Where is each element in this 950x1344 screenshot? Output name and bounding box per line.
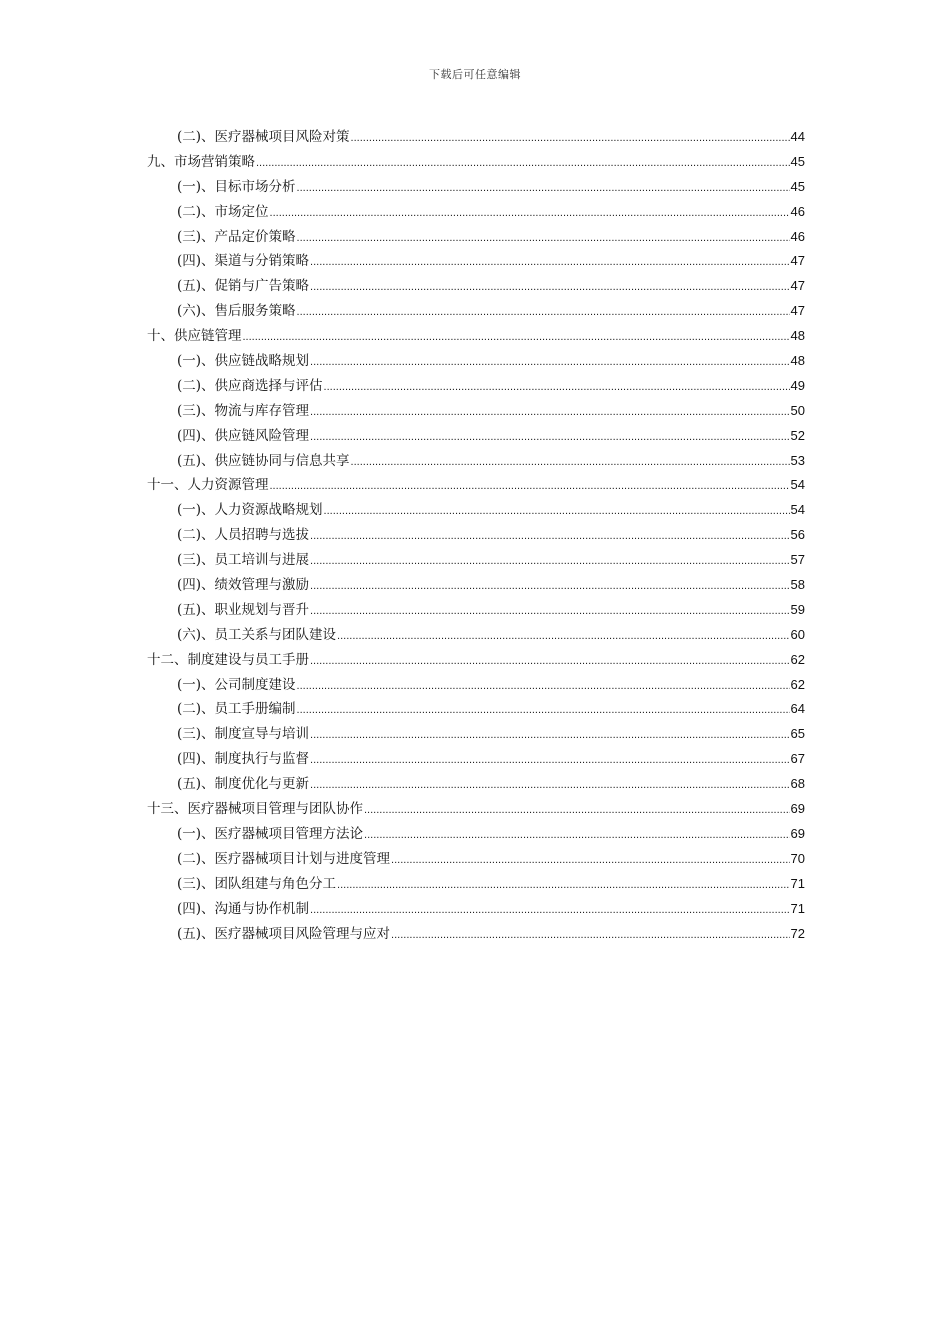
toc-section-entry[interactable] [147,897,805,922]
toc-section-entry[interactable] [147,722,805,747]
toc-dot-leader [310,898,789,923]
toc-entry-label: (二)、员工手册编制 [177,701,296,718]
toc-dot-leader [310,549,789,574]
toc-dot-leader [351,450,790,475]
toc-chapter-entry[interactable] [147,150,805,175]
toc-page-number: 60 [790,626,805,642]
toc-page-number: 52 [790,427,805,443]
toc-section-entry[interactable] [147,274,805,299]
toc-page-number: 48 [790,328,805,344]
toc-section-entry[interactable] [147,872,805,897]
toc-entry-label: (三)、产品定价策略 [177,228,296,245]
toc-section-entry[interactable] [147,424,805,449]
toc-page-number: 68 [790,776,805,792]
toc-dot-leader [391,848,789,873]
toc-section-entry[interactable] [147,200,805,225]
toc-section-entry[interactable] [147,225,805,250]
toc-entry-label: (三)、员工培训与进展 [177,552,310,569]
toc-page-number: 47 [790,253,805,269]
toc-section-entry[interactable] [147,349,805,374]
toc-entry-label: 九、市场营销策略 [147,153,255,170]
toc-entry-label: 十、供应链管理 [147,328,242,345]
toc-section-entry[interactable] [147,449,805,474]
toc-entry-label: 十一、人力资源管理 [147,477,269,494]
toc-page-number: 70 [790,850,805,866]
toc-entry-label: (一)、人力资源战略规划 [177,502,323,519]
toc-dot-leader [310,275,789,300]
toc-dot-leader [364,823,789,848]
toc-entry-label: (五)、供应链协同与信息共享 [177,452,350,469]
toc-dot-leader [310,649,790,674]
toc-page-number: 72 [790,925,805,941]
toc-entry-label: (三)、团队组建与角色分工 [177,875,337,892]
toc-page-number: 46 [790,203,805,219]
toc-section-entry[interactable] [147,922,805,947]
toc-section-entry[interactable] [147,598,805,623]
toc-page-number: 58 [790,577,805,593]
toc-page-number: 69 [790,801,805,817]
toc-dot-leader [270,474,790,499]
toc-entry-label: (四)、绩效管理与激励 [177,577,310,594]
toc-dot-leader [310,773,789,798]
toc-page-number: 71 [790,875,805,891]
toc-dot-leader [270,201,790,226]
toc-page-number: 49 [790,377,805,393]
toc-entry-label: (五)、制度优化与更新 [177,776,310,793]
toc-page-number: 59 [790,601,805,617]
toc-section-entry[interactable] [147,747,805,772]
toc-entry-label: (一)、目标市场分析 [177,178,296,195]
page-header: 下载后可任意编辑 [429,68,521,81]
toc-page-number: 53 [790,452,805,468]
toc-entry-label: (二)、供应商选择与评估 [177,377,323,394]
toc-chapter-entry[interactable] [147,324,805,349]
toc-chapter-entry[interactable] [147,797,805,822]
toc-page-number: 44 [790,129,805,144]
toc-page-number: 56 [790,527,805,543]
toc-page-number: 54 [790,502,805,518]
toc-dot-leader [310,599,789,624]
toc-page-number: 50 [790,402,805,418]
toc-dot-leader [297,698,790,723]
toc-section-entry[interactable] [147,399,805,424]
toc-section-entry[interactable] [147,623,805,648]
toc-entry-label: 十三、医疗器械项目管理与团队协作 [147,801,363,818]
toc-dot-leader [243,325,790,350]
toc-entry-label: (三)、制度宣导与培训 [177,726,310,743]
toc-entry-label: (二)、人员招聘与选拔 [177,527,310,544]
toc-page-number: 45 [790,153,805,169]
toc-dot-leader [391,923,789,948]
toc-dot-leader [324,499,790,524]
toc-entry-label: (二)、医疗器械项目计划与进度管理 [177,850,391,867]
toc-dot-leader [297,300,790,325]
toc-page-number: 62 [790,676,805,692]
toc-section-entry[interactable] [147,772,805,797]
toc-page-number: 64 [790,701,805,717]
toc-dot-leader [310,748,789,773]
toc-dot-leader [297,226,790,251]
toc-dot-leader [310,400,789,425]
toc-page-number: 47 [790,303,805,319]
toc-dot-leader [337,873,789,898]
toc-page-number: 47 [790,278,805,294]
toc-page-number: 45 [790,178,805,194]
toc-page-number: 48 [790,353,805,369]
toc-page-number: 69 [790,825,805,841]
toc-section-entry[interactable] [147,523,805,548]
toc-section-entry[interactable] [147,548,805,573]
toc-section-entry[interactable] [147,673,805,698]
toc-chapter-entry[interactable] [147,648,805,673]
toc-dot-leader [310,425,789,450]
toc-dot-leader [310,524,789,549]
toc-entry-label: (五)、职业规划与晋升 [177,601,310,618]
toc-section-entry[interactable] [147,175,805,200]
toc-dot-leader [310,574,789,599]
toc-page-number: 65 [790,726,805,742]
toc-dot-leader [297,674,790,699]
toc-section-entry[interactable] [147,125,805,150]
toc-entry-label: (五)、促销与广告策略 [177,278,310,295]
toc-section-entry[interactable] [147,573,805,598]
toc-entry-label: (四)、供应链风险管理 [177,427,310,444]
toc-page-number: 67 [790,751,805,767]
table-of-contents [147,125,805,946]
toc-entry-label: (四)、渠道与分销策略 [177,253,310,270]
toc-entry-label: (六)、售后服务策略 [177,303,296,320]
toc-section-entry[interactable] [147,822,805,847]
toc-dot-leader [351,126,790,151]
toc-dot-leader [256,151,790,176]
toc-section-entry[interactable] [147,299,805,324]
toc-page-number: 71 [790,900,805,916]
toc-entry-label: (一)、医疗器械项目管理方法论 [177,825,364,842]
toc-dot-leader [364,798,790,823]
toc-chapter-entry[interactable] [147,473,805,498]
toc-section-entry[interactable] [147,374,805,399]
toc-entry-label: (一)、供应链战略规划 [177,353,310,370]
toc-page-number: 54 [790,477,805,493]
toc-page-number: 62 [790,651,805,667]
toc-entry-label: (四)、制度执行与监督 [177,751,310,768]
toc-entry-label: (四)、沟通与协作机制 [177,900,310,917]
toc-section-entry[interactable] [147,847,805,872]
toc-dot-leader [310,723,789,748]
toc-dot-leader [324,375,790,400]
toc-dot-leader [337,624,789,649]
toc-entry-label: (六)、员工关系与团队建设 [177,626,337,643]
toc-entry-label: 十二、制度建设与员工手册 [147,651,309,668]
toc-entry-label: (二)、医疗器械项目风险对策 [177,129,350,145]
toc-entry-label: (二)、市场定位 [177,203,269,220]
toc-entry-label: (一)、公司制度建设 [177,676,296,693]
toc-entry-label: (三)、物流与库存管理 [177,402,310,419]
toc-section-entry[interactable] [147,498,805,523]
toc-section-entry[interactable] [147,697,805,722]
toc-entry-label: (五)、医疗器械项目风险管理与应对 [177,925,391,942]
toc-dot-leader [297,176,790,201]
toc-section-entry[interactable] [147,249,805,274]
toc-page-number: 57 [790,552,805,568]
toc-dot-leader [310,250,789,275]
toc-page-number: 46 [790,228,805,244]
toc-dot-leader [310,350,789,375]
